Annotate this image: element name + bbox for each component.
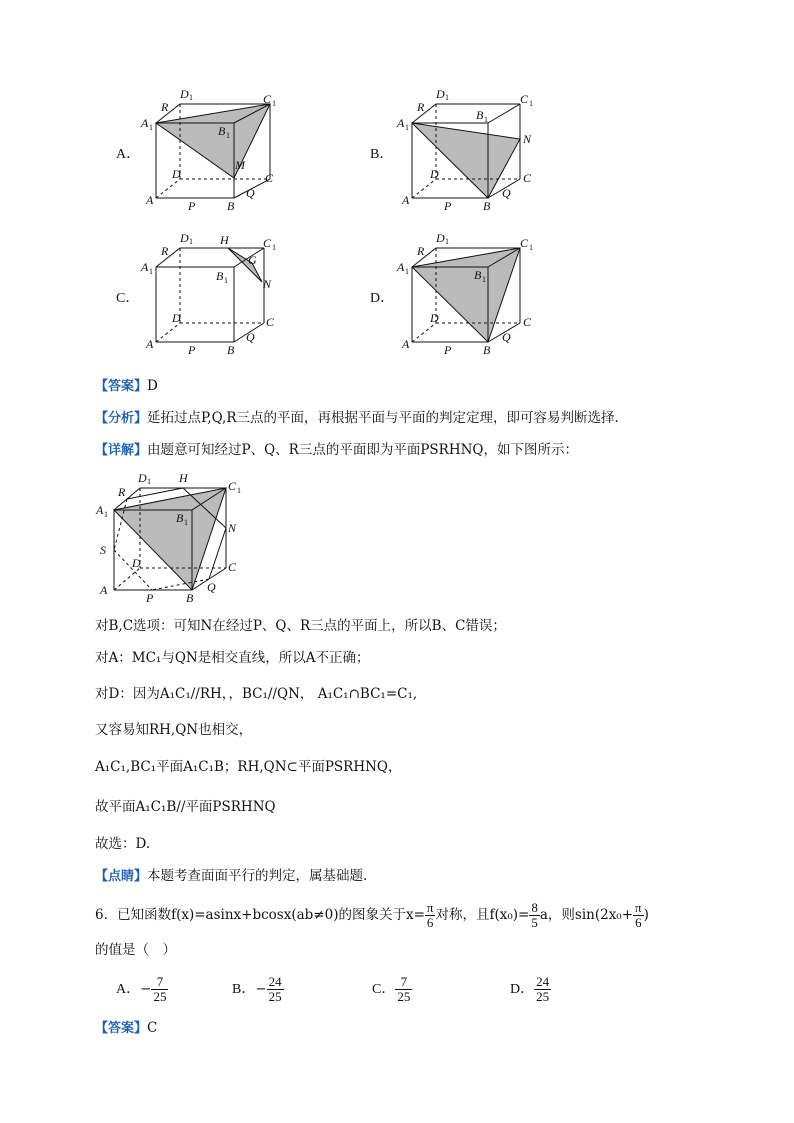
svg-text:1: 1 bbox=[147, 477, 151, 486]
svg-text:C: C bbox=[523, 315, 532, 329]
label-a: A bbox=[146, 193, 154, 207]
label-m: M bbox=[235, 158, 245, 172]
svg-text:Q: Q bbox=[246, 330, 255, 344]
label-c1: C bbox=[263, 92, 272, 106]
cube-figure-b bbox=[396, 86, 546, 216]
q6-option-b[interactable]: B．− $\frac{24}{25}$ bbox=[232, 974, 282, 1004]
svg-text:R: R bbox=[417, 244, 425, 258]
svg-text:B: B bbox=[176, 511, 184, 525]
analysis-tag: 【分析】 bbox=[95, 411, 148, 426]
q6-answer-value: C bbox=[147, 1020, 158, 1036]
fraction-8-over-5: $\frac{8}{5}$ bbox=[531, 900, 538, 930]
svg-text:P: P bbox=[188, 343, 196, 357]
svg-text:B: B bbox=[483, 343, 491, 357]
svg-text:C: C bbox=[228, 560, 237, 574]
answer-tag: 【答案】 bbox=[95, 379, 148, 394]
svg-text:A: A bbox=[397, 116, 405, 130]
svg-text:A: A bbox=[402, 337, 410, 351]
svg-text:1: 1 bbox=[224, 276, 228, 285]
svg-text:Q: Q bbox=[502, 186, 511, 200]
svg-text:N: N bbox=[228, 521, 237, 535]
fraction-pi-over-6-b: $\frac{\pi}{6}$ bbox=[635, 900, 642, 930]
option-letter-c: C． bbox=[116, 291, 140, 306]
svg-text:1: 1 bbox=[189, 93, 193, 102]
svg-text:1: 1 bbox=[272, 243, 276, 252]
option-letter-b: B． bbox=[370, 147, 394, 162]
svg-text:1: 1 bbox=[237, 486, 241, 495]
label-c: C bbox=[265, 171, 274, 185]
svg-text:C: C bbox=[263, 236, 272, 250]
svg-text:A: A bbox=[96, 503, 104, 517]
cube-figure-a bbox=[140, 86, 290, 216]
comment-tag: 【点睛】 bbox=[95, 869, 148, 884]
reason-a: 对A：MC₁与QN是相交直线，所以A不正确； bbox=[95, 650, 370, 666]
q6-option-d[interactable]: D． $\frac{24}{25}$ bbox=[510, 974, 550, 1004]
svg-text:1: 1 bbox=[149, 267, 153, 276]
question-number: 6． bbox=[95, 907, 118, 923]
svg-text:C: C bbox=[266, 315, 275, 329]
option-letter-a: A． bbox=[116, 147, 141, 162]
svg-text:S: S bbox=[100, 543, 106, 557]
svg-text:A: A bbox=[141, 260, 149, 274]
answer-value: D bbox=[147, 378, 158, 394]
question6-stem: 6．已知函数f(x)=asinx+bcosx(ab≠0)的图象关于x= $\frac{\pi}{6}$ 对称，且f(x₀)= $\frac{8}{5}$ a，则sin(2x₀+ $\frac{\pi}{6}$ ) bbox=[95, 900, 649, 930]
option-letter-d: D． bbox=[370, 291, 395, 306]
svg-text:N: N bbox=[523, 132, 532, 146]
cube-figure-d bbox=[396, 230, 546, 360]
q6-option-a[interactable]: A．− $\frac{7}{25}$ bbox=[116, 974, 167, 1004]
comment-line bbox=[95, 866, 367, 887]
svg-text:1: 1 bbox=[482, 275, 486, 284]
svg-text:H: H bbox=[179, 471, 188, 485]
analysis-text: 延拓过点P,Q,R三点的平面，再根据平面与平面的判定定理，即可容易判断选择. bbox=[147, 410, 619, 426]
label-r: R bbox=[161, 100, 169, 114]
svg-text:1: 1 bbox=[272, 99, 276, 108]
label-b: B bbox=[227, 199, 235, 213]
svg-text:C: C bbox=[520, 236, 529, 250]
svg-text:B: B bbox=[476, 108, 484, 122]
svg-text:C: C bbox=[523, 171, 532, 185]
question6-stem-end: 的值是（ ） bbox=[95, 942, 176, 958]
q6-answer-line bbox=[95, 1018, 157, 1039]
svg-text:1: 1 bbox=[226, 131, 230, 140]
svg-text:1: 1 bbox=[405, 123, 409, 132]
svg-text:D: D bbox=[180, 231, 189, 245]
svg-text:D: D bbox=[430, 311, 439, 325]
detail-line bbox=[95, 440, 578, 461]
reason-d: 对D：因为A₁C₁//RH，，BC₁//QN， A₁C₁∩BC₁=C₁, bbox=[95, 686, 418, 702]
svg-text:1: 1 bbox=[529, 99, 533, 108]
q6-option-c[interactable]: C． $\frac{7}{25}$ bbox=[372, 974, 411, 1004]
svg-text:D: D bbox=[172, 311, 181, 325]
svg-text:A: A bbox=[397, 260, 405, 274]
svg-text:D: D bbox=[430, 167, 439, 181]
reason-in-plane: A₁C₁,BC₁平面A₁C₁B；RH,QN⊂平面PSRHNQ， bbox=[95, 759, 402, 775]
fraction-pi-over-6: $\frac{\pi}{6}$ bbox=[426, 900, 434, 930]
svg-text:R: R bbox=[161, 244, 169, 258]
svg-text:D: D bbox=[436, 231, 445, 245]
reason-bc: 对B,C选项：可知N在经过P、Q、R三点的平面上，所以B、C错误； bbox=[95, 618, 506, 634]
svg-text:Q: Q bbox=[207, 580, 216, 594]
svg-text:B: B bbox=[474, 268, 482, 282]
svg-text:D: D bbox=[436, 87, 445, 101]
svg-text:1: 1 bbox=[149, 123, 153, 132]
svg-text:G: G bbox=[248, 253, 257, 267]
svg-text:C: C bbox=[228, 479, 237, 493]
reason-parallel: 故平面A₁C₁B//平面PSRHNQ bbox=[95, 799, 276, 815]
svg-text:N: N bbox=[263, 277, 272, 291]
svg-text:1: 1 bbox=[529, 243, 533, 252]
svg-text:1: 1 bbox=[184, 518, 188, 527]
svg-text:C: C bbox=[520, 92, 529, 106]
svg-text:B: B bbox=[186, 591, 194, 605]
svg-text:P: P bbox=[444, 343, 452, 357]
label-p: P bbox=[188, 199, 196, 213]
svg-text:R: R bbox=[118, 485, 126, 499]
label-d1: D bbox=[180, 87, 189, 101]
svg-text:P: P bbox=[444, 199, 452, 213]
svg-text:B: B bbox=[227, 343, 235, 357]
label-q: Q bbox=[246, 186, 255, 200]
detail-tag: 【详解】 bbox=[95, 443, 148, 458]
svg-text:1: 1 bbox=[189, 237, 193, 246]
svg-text:A: A bbox=[402, 193, 410, 207]
svg-text:D: D bbox=[132, 556, 141, 570]
analysis-line bbox=[95, 408, 619, 429]
cube-figure-c bbox=[140, 230, 290, 360]
svg-text:P: P bbox=[146, 591, 154, 605]
q6-answer-tag: 【答案】 bbox=[95, 1021, 148, 1036]
svg-text:A: A bbox=[146, 337, 154, 351]
svg-text:1: 1 bbox=[445, 237, 449, 246]
label-d: D bbox=[172, 167, 181, 181]
svg-text:B: B bbox=[483, 199, 491, 213]
svg-text:1: 1 bbox=[104, 510, 108, 519]
svg-text:Q: Q bbox=[502, 330, 511, 344]
svg-text:B: B bbox=[216, 269, 224, 283]
svg-text:1: 1 bbox=[405, 267, 409, 276]
svg-text:D: D bbox=[138, 471, 147, 485]
reason-cross: 又容易知RH,QN也相交， bbox=[95, 722, 253, 738]
svg-text:1: 1 bbox=[445, 93, 449, 102]
solution-cube-figure bbox=[94, 470, 254, 606]
answer-line bbox=[95, 376, 158, 397]
label-b1: B bbox=[218, 124, 226, 138]
label-a1: A bbox=[141, 116, 149, 130]
svg-text:H: H bbox=[220, 233, 229, 247]
svg-text:1: 1 bbox=[484, 115, 488, 124]
reason-choice: 故选：D. bbox=[95, 836, 151, 852]
comment-text: 本题考查面面平行的判定，属基础题. bbox=[147, 868, 368, 884]
detail-text: 由题意可知经过P、Q、R三点的平面即为平面PSRHNQ，如下图所示： bbox=[147, 442, 578, 458]
svg-text:A: A bbox=[100, 583, 108, 597]
svg-text:R: R bbox=[417, 100, 425, 114]
